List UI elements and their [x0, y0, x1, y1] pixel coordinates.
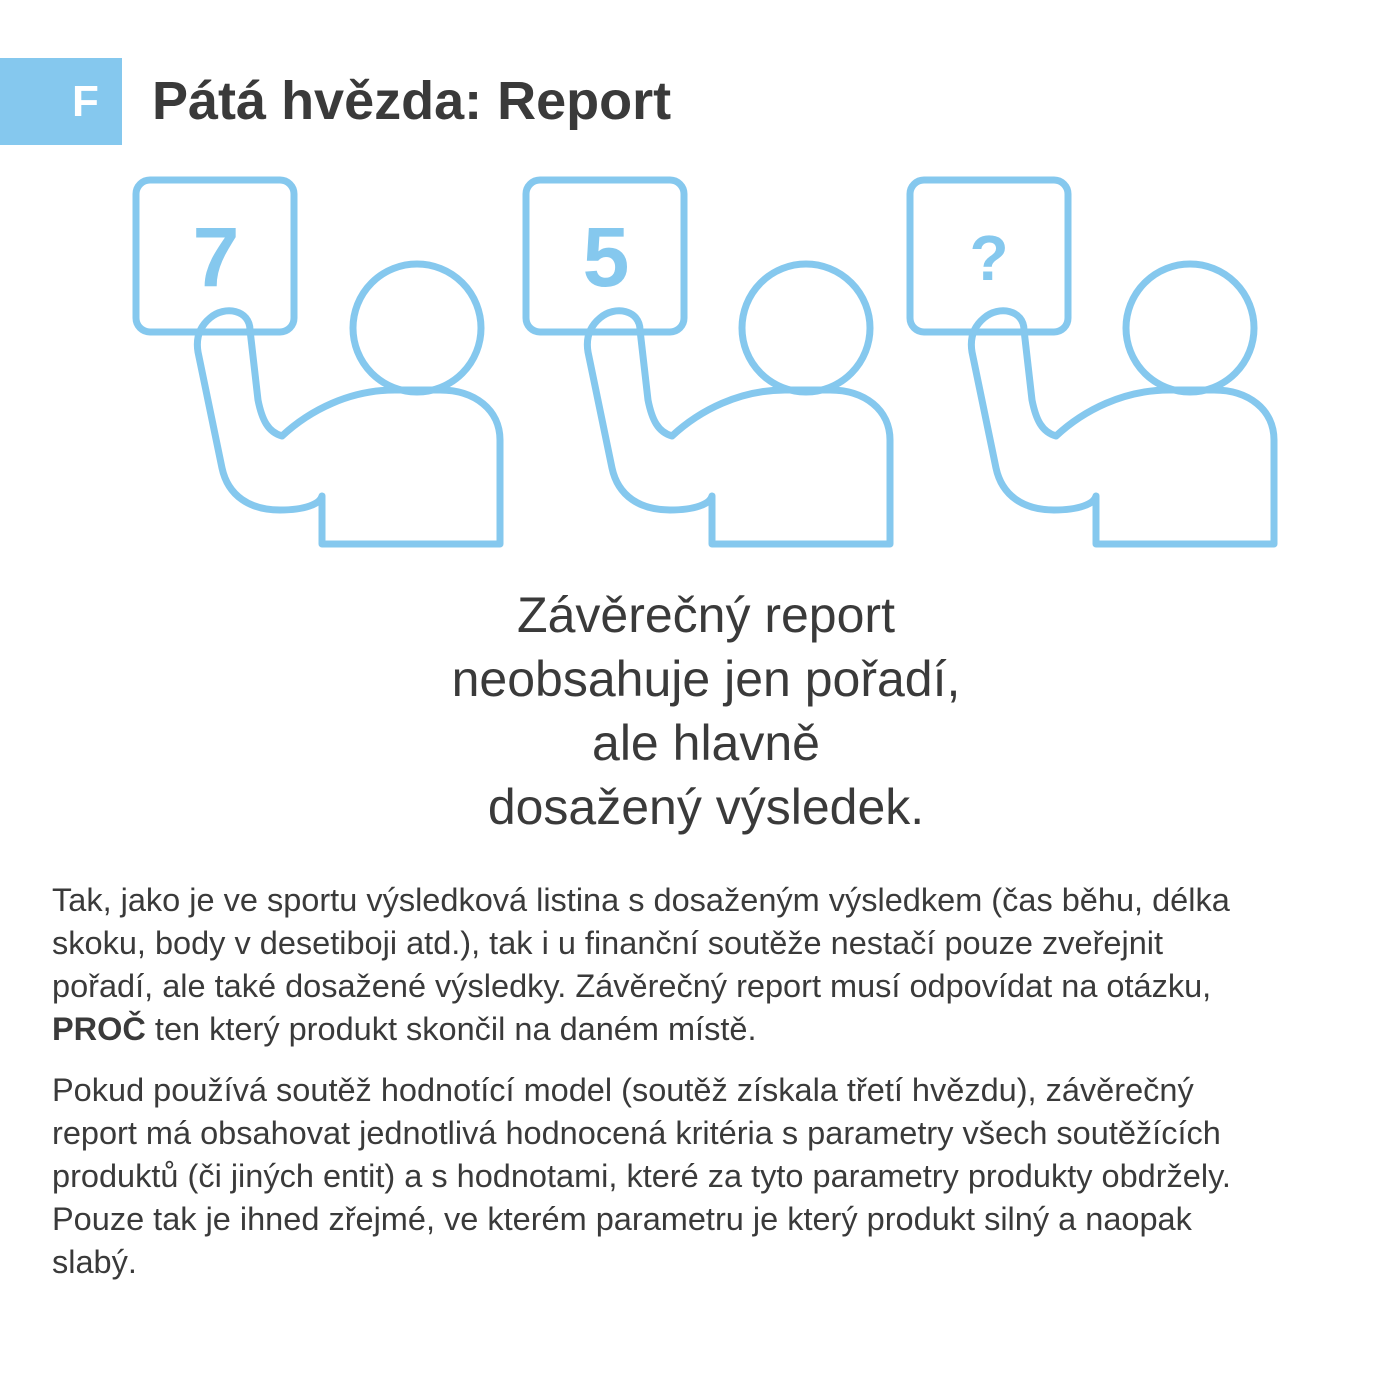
head-3	[1126, 264, 1254, 392]
body-arm-2	[587, 311, 890, 544]
paragraph-line: produktů (či jiných entit) a s hodnotami, které za tyto parametry produkty obdržely.	[52, 1158, 1231, 1194]
head-2	[742, 264, 870, 392]
card-value-1: 7	[192, 210, 240, 304]
voters-illustration	[0, 0, 1400, 560]
paragraph-line: report má obsahovat jednotlivá hodnocená kritéria s parametry všech soutěžících	[52, 1115, 1221, 1151]
paragraph-line	[52, 1008, 1362, 1051]
pull-quote	[300, 583, 1112, 839]
paragraph-line: Pouze tak je ihned zřejmé, ve kterém parametru je který produkt silný a naopak	[52, 1201, 1192, 1237]
voter-figure-1	[136, 180, 500, 544]
paragraph-line: Tak, jako je ve sportu výsledková listina s dosaženým výsledkem (čas běhu, délka	[52, 882, 1230, 918]
voter-figure-2	[526, 180, 890, 544]
quote-line: Závěrečný report	[517, 587, 895, 643]
paragraph-line: pořadí, ale také dosažené výsledky. Závěrečný report musí odpovídat na otázku,	[52, 968, 1212, 1004]
body-arm-1	[197, 311, 500, 544]
paragraph-line: skoku, body v desetiboji atd.), tak i u finanční soutěže nestačí pouze zveřejnit	[52, 925, 1164, 961]
body-arm-3	[971, 311, 1274, 544]
card-value-2: 5	[582, 210, 630, 304]
paragraph-line-rest: ten který produkt skončil na daném místě.	[145, 1011, 757, 1047]
quote-line: neobsahuje jen pořadí,	[451, 651, 961, 707]
card-value-3: ?	[969, 222, 1009, 294]
head-1	[353, 264, 481, 392]
quote-line: dosažený výsledek.	[487, 779, 925, 835]
section-badge: F	[0, 58, 122, 145]
paragraph-1	[52, 879, 1362, 1051]
paragraph-line: slabý.	[52, 1244, 137, 1280]
page-title: Pátá hvězda: Report	[152, 71, 672, 131]
quote-line: ale hlavně	[592, 715, 820, 771]
paragraph-2	[52, 1069, 1362, 1284]
emphasis-word: PROČ	[52, 1011, 146, 1047]
paragraph-line: Pokud používá soutěž hodnotící model (soutěž získala třetí hvězdu), závěrečný	[52, 1072, 1194, 1108]
voter-figure-3	[910, 180, 1274, 544]
